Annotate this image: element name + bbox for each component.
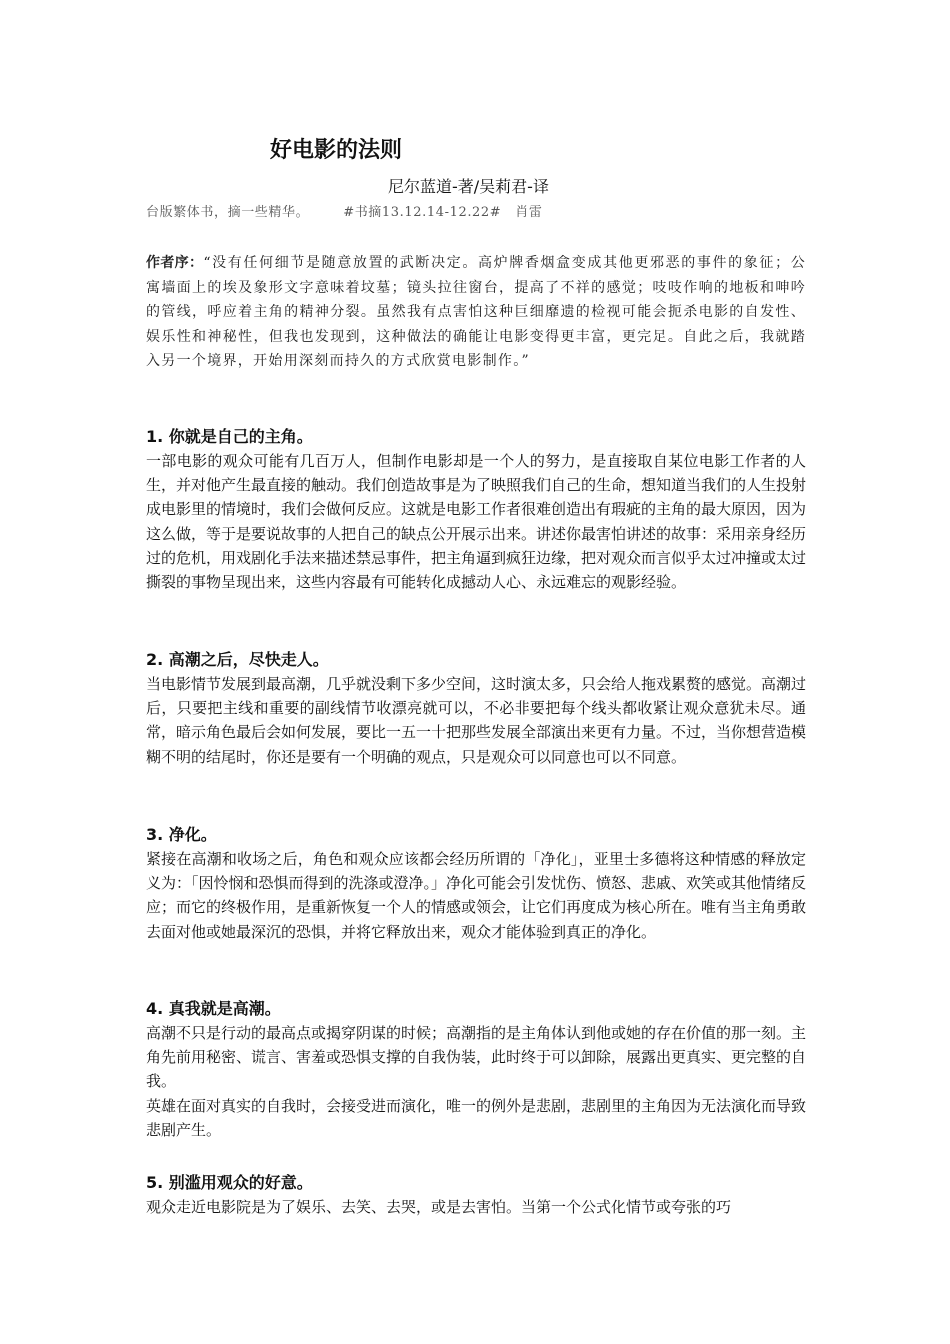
section-1 bbox=[146, 425, 806, 594]
section-heading: 5. 别滥用观众的好意。 bbox=[146, 1173, 313, 1192]
section-paragraph: 高潮不只是行动的最高点或揭穿阴谋的时候；高潮指的是主角体认到他或她的存在价值的那一刻。主角先前用秘密、谎言、害羞或恐惧支撑的自我伪装，此时终于可以卸除，展露出更真实、更完整的自我。 bbox=[146, 1024, 807, 1091]
section-heading: 1. 你就是自己的主角。 bbox=[146, 427, 313, 446]
section-paragraph: 一部电影的观众可能有几百万人，但制作电影却是一个人的努力，是直接取自某位电影工作者的人生，并对他产生最直接的触动。我们创造故事是为了映照我们自己的生命，想知道当我们的人生投射成电影里的情境时，我们会做何反应。这就是电影工作者很难创造出有瑕疵的主角的最大原因，因为这么做，等于是要说故事的人把自己的缺点公开展示出来。讲述你最害怕讲述的故事：采用亲身经历过的危机，用戏剧化手法来描述禁忌事件，把主角逼到疯狂边缘，把对观众而言似乎太过冲撞或太过撕裂的事物呈现出来，这些内容最有可能转化成撼动人心、永远难忘的观影经验。 bbox=[146, 452, 807, 592]
preface bbox=[146, 251, 806, 374]
excerpt-note bbox=[146, 203, 543, 223]
section-5 bbox=[146, 1171, 806, 1219]
note-description: 台版繁体书，摘一些精华。 bbox=[146, 205, 310, 220]
section-paragraph: 英雄在面对真实的自我时，会接受进而演化，唯一的例外是悲剧，悲剧里的主角因为无法演化而导致悲剧产生。 bbox=[146, 1096, 807, 1139]
section-2 bbox=[146, 648, 806, 769]
section-4 bbox=[146, 997, 806, 1142]
section-heading: 3. 净化。 bbox=[146, 825, 217, 844]
preface-label: 作者序： bbox=[146, 255, 204, 271]
note-tag: #书摘13.12.14-12.22# bbox=[343, 205, 502, 220]
section-3 bbox=[146, 823, 806, 944]
section-heading: 2. 高潮之后，尽快走人。 bbox=[146, 650, 329, 669]
document-title: 好电影的法则 bbox=[270, 138, 403, 163]
section-paragraph: 观众走近电影院是为了娱乐、去笑、去哭，或是去害怕。当第一个公式化情节或夸张的巧 bbox=[146, 1198, 732, 1216]
section-paragraph: 当电影情节发展到最高潮，几乎就没剩下多少空间，这时演太多，只会给人拖戏累赘的感觉。高潮过后，只要把主线和重要的副线情节收漂亮就可以，不必非要把每个线头都收紧让观众意犹未尽。通常，暗示角色最后会如何发展，要比一五一十把那些发展全部演出来更有力量。不过，当你想营造模糊不明的结尾时，你还是要有一个明确的观点，只是观众可以同意也可以不同意。 bbox=[146, 675, 807, 766]
note-name: 肖雷 bbox=[515, 205, 543, 220]
author-line: 尼尔蓝道-著/吴莉君-译 bbox=[388, 177, 549, 196]
section-paragraph: 紧接在高潮和收场之后，角色和观众应该都会经历所谓的「净化」，亚里士多德将这种情感的释放定义为：「因怜悯和恐惧而得到的洗涤或澄净。」净化可能会引发忧伤、愤怒、悲戚、欢笑或其他情绪反应；而它的终极作用，是重新恢复一个人的情感或领会，让它们再度成为核心所在。唯有当主角勇敢去面对他或她最深沉的恐惧，并将它释放出来，观众才能体验到真正的净化。 bbox=[146, 850, 807, 941]
section-heading: 4. 真我就是高潮。 bbox=[146, 999, 281, 1018]
preface-text: “没有任何细节是随意放置的武断决定。高炉牌香烟盒变成其他更邪恶的事件的象征；公寓墙面上的埃及象形文字意味着坟墓；镜头拉往窗台，提高了不祥的感觉；吱吱作响的地板和呻吟的管线，呼应着主角的精神分裂。虽然我有点害怕这种巨细靡遗的检视可能会扼杀电影的自发性、娱乐性和神秘性，但我也发现到，这种做法的确能让电影变得更丰富，更完足。自此之后，我就踏入另一个境界，开始用深刻而持久的方式欣赏电影制作。” bbox=[146, 255, 807, 370]
